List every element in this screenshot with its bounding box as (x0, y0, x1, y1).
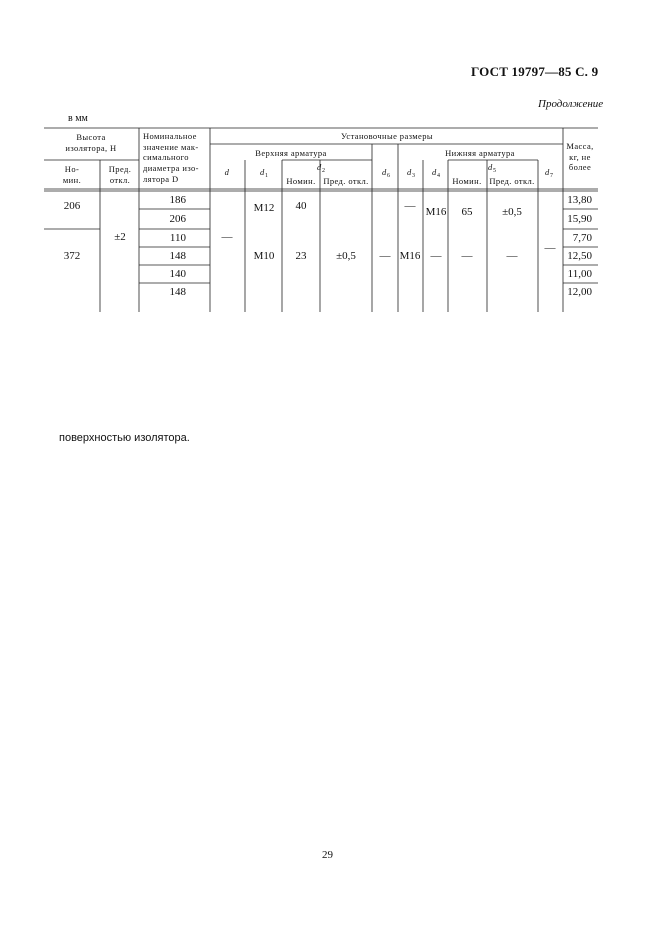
installation-header: Установочные размеры (341, 131, 433, 141)
col-d5-header: d (488, 162, 493, 172)
col-d-header: d (224, 167, 230, 177)
mass-cell: 15,90 (567, 213, 592, 225)
height-header-2: изолятора, Н (65, 143, 117, 153)
height-header: Высота (76, 132, 106, 142)
mass-header: Масса, (566, 141, 594, 151)
col-d2-header: d (317, 162, 322, 172)
height-nominal-372: 372 (63, 250, 81, 262)
diameter-cell: 140 (169, 268, 186, 280)
d7-value: — (544, 242, 556, 254)
lower-fitting-header: Нижняя арматура (445, 148, 515, 158)
mass-cell: 7,70 (572, 232, 592, 244)
diameter-header-3: симального (143, 152, 189, 162)
col-d6-subscript: 6 (387, 173, 390, 179)
d5-tolerance: ±0,5 (502, 206, 522, 218)
d5-nominal-65: 65 (461, 206, 473, 218)
height-tolerance: ±2 (114, 231, 126, 243)
diameter-cell: 148 (169, 286, 186, 298)
col-d6-header: d (382, 167, 387, 177)
continuation-label: Продолжение (538, 98, 604, 110)
mass-header-3: более (568, 162, 592, 172)
nominal-header: Но- (64, 164, 80, 174)
d2-nominal-23: 23 (295, 250, 307, 262)
col-d5-subscript: 5 (493, 168, 496, 174)
diameter-header-4: диаметра изо- (143, 163, 199, 173)
lower-nominal-header: Номин. (452, 176, 482, 186)
col-d7-subscript: 7 (550, 173, 553, 179)
diameter-cell: 206 (169, 213, 186, 225)
col-d3-subscript: 3 (412, 173, 415, 179)
d3-value-m16: M16 (399, 250, 421, 262)
dimensions-table (0, 0, 661, 330)
diameter-header-5: лятора D (143, 174, 179, 184)
document-header: ГОСТ 19797—85 С. 9 (471, 64, 599, 79)
diameter-header: Номинальное (143, 131, 197, 141)
diameter-cell: 186 (169, 194, 186, 206)
diameter-cell: 110 (169, 232, 186, 244)
tolerance-header: Пред. (108, 164, 132, 174)
col-d1-header: d (260, 167, 265, 177)
lower-tolerance-header: Пред. откл. (489, 176, 535, 186)
nominal-header-2: мин. (62, 175, 82, 185)
tolerance-header-2: откл. (109, 175, 131, 185)
d2-nominal-40: 40 (295, 200, 307, 212)
d3-value-dash: — (404, 200, 416, 212)
d1-value-m12: M12 (253, 202, 275, 214)
upper-tolerance-header: Пред. откл. (323, 176, 369, 186)
col-d-value: — (221, 231, 233, 243)
d5-tolerance-dash: — (506, 250, 518, 262)
mass-header-2: кг, не (569, 152, 591, 162)
mass-cell: 12,50 (567, 250, 592, 262)
mass-cell: 13,80 (567, 194, 592, 206)
col-d7-header: d (545, 167, 550, 177)
d1-value-m10: M10 (253, 250, 275, 262)
upper-fitting-header: Верхняя арматура (255, 148, 327, 158)
units-label: в мм (68, 113, 88, 124)
col-d4-subscript: 4 (437, 173, 440, 179)
mass-cell: 12,00 (567, 286, 592, 298)
diameter-header-2: значение мак- (143, 142, 199, 152)
col-d4-header: d (432, 167, 437, 177)
d5-nominal-dash: — (461, 250, 473, 262)
d2-tolerance: ±0,5 (336, 250, 356, 262)
footnote-text: поверхностью изолятора. (59, 432, 190, 444)
d4-value-m16: M16 (425, 206, 447, 218)
col-d2-subscript: 2 (322, 168, 325, 174)
upper-nominal-header: Номин. (286, 176, 316, 186)
col-d3-header: d (407, 167, 412, 177)
mass-cell: 11,00 (567, 268, 592, 280)
d6-value: — (379, 250, 391, 262)
height-nominal-206: 206 (63, 200, 81, 212)
d4-value-dash: — (430, 250, 442, 262)
page-number: 29 (322, 849, 333, 861)
col-d1-subscript: 1 (265, 173, 268, 179)
diameter-cell: 148 (169, 250, 186, 262)
